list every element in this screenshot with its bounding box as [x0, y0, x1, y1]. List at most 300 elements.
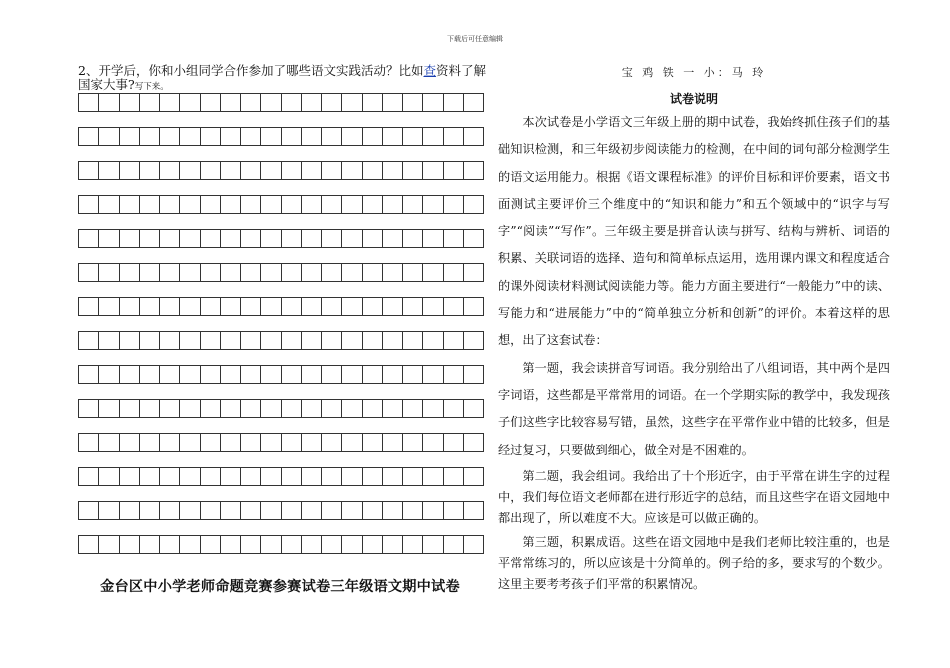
grid-cell[interactable]: [120, 230, 140, 247]
grid-cell[interactable]: [342, 536, 362, 553]
grid-cell[interactable]: [282, 536, 302, 553]
grid-cell[interactable]: [99, 468, 119, 485]
grid-cell[interactable]: [322, 230, 342, 247]
grid-cell[interactable]: [423, 162, 443, 179]
grid-cell[interactable]: [363, 264, 383, 281]
page-header-watermark: 下载后可任意编辑: [447, 35, 503, 43]
grid-cell[interactable]: [79, 468, 99, 485]
grid-cell[interactable]: [363, 128, 383, 145]
grid-cell[interactable]: [180, 230, 200, 247]
grid-cell[interactable]: [120, 536, 140, 553]
grid-cell[interactable]: [261, 230, 281, 247]
grid-cell[interactable]: [342, 128, 362, 145]
grid-cell[interactable]: [201, 298, 221, 315]
grid-cell[interactable]: [423, 332, 443, 349]
grid-cell[interactable]: [261, 366, 281, 383]
grid-cell[interactable]: [282, 502, 302, 519]
grid-cell[interactable]: [464, 128, 484, 145]
grid-cell[interactable]: [363, 434, 383, 451]
grid-cell[interactable]: [201, 162, 221, 179]
grid-cell[interactable]: [120, 366, 140, 383]
grid-cell[interactable]: [160, 468, 180, 485]
paragraph-q2: 第二题，我会组词。我给出了十个形近字，由于平常在讲生字的过程中，我们每位语文老师都在进行形近字的总结，而且这些字在语文园地中都出现了，所以难度不大。应该是可以做正确的。: [498, 468, 890, 526]
grid-cell[interactable]: [79, 230, 99, 247]
grid-cell[interactable]: [140, 332, 160, 349]
grid-cell[interactable]: [140, 434, 160, 451]
grid-cell[interactable]: [99, 162, 119, 179]
grid-cell[interactable]: [201, 536, 221, 553]
grid-cell[interactable]: [464, 230, 484, 247]
grid-cell[interactable]: [403, 468, 423, 485]
grid-cell[interactable]: [160, 298, 180, 315]
grid-cell[interactable]: [322, 264, 342, 281]
grid-cell[interactable]: [302, 502, 322, 519]
grid-cell[interactable]: [201, 196, 221, 213]
grid-cell[interactable]: [423, 298, 443, 315]
grid-cell[interactable]: [160, 264, 180, 281]
grid-cell[interactable]: [383, 298, 403, 315]
grid-cell[interactable]: [160, 94, 180, 111]
grid-row: [78, 467, 484, 486]
grid-cell[interactable]: [444, 434, 464, 451]
question-link[interactable]: 查: [423, 63, 436, 78]
grid-cell[interactable]: [302, 434, 322, 451]
grid-cell[interactable]: [282, 366, 302, 383]
grid-cell[interactable]: [99, 332, 119, 349]
grid-cell[interactable]: [241, 502, 261, 519]
grid-cell[interactable]: [160, 434, 180, 451]
grid-cell[interactable]: [261, 94, 281, 111]
grid-cell[interactable]: [383, 196, 403, 213]
grid-cell[interactable]: [120, 502, 140, 519]
grid-cell[interactable]: [140, 264, 160, 281]
grid-cell[interactable]: [221, 298, 241, 315]
grid-cell[interactable]: [160, 400, 180, 417]
grid-cell[interactable]: [261, 434, 281, 451]
grid-cell[interactable]: [403, 230, 423, 247]
grid-cell[interactable]: [160, 230, 180, 247]
grid-cell[interactable]: [221, 366, 241, 383]
grid-cell[interactable]: [120, 94, 140, 111]
grid-cell[interactable]: [322, 400, 342, 417]
grid-cell[interactable]: [322, 94, 342, 111]
grid-cell[interactable]: [383, 536, 403, 553]
grid-cell[interactable]: [383, 468, 403, 485]
grid-cell[interactable]: [180, 94, 200, 111]
grid-cell[interactable]: [160, 128, 180, 145]
grid-cell[interactable]: [342, 400, 362, 417]
grid-cell[interactable]: [322, 434, 342, 451]
grid-cell[interactable]: [464, 536, 484, 553]
grid-cell[interactable]: [180, 502, 200, 519]
grid-cell[interactable]: [160, 502, 180, 519]
grid-cell[interactable]: [363, 332, 383, 349]
grid-cell[interactable]: [261, 196, 281, 213]
grid-cell[interactable]: [180, 468, 200, 485]
grid-cell[interactable]: [261, 400, 281, 417]
grid-cell[interactable]: [282, 128, 302, 145]
grid-cell[interactable]: [180, 400, 200, 417]
grid-cell[interactable]: [302, 128, 322, 145]
grid-cell[interactable]: [423, 366, 443, 383]
grid-cell[interactable]: [79, 536, 99, 553]
grid-cell[interactable]: [363, 94, 383, 111]
grid-cell[interactable]: [261, 536, 281, 553]
paragraph-q1: 第一题，我会读拼音写词语。我分别给出了八组词语，其中两个是四字词语，这些都是平常常用的词语。在一个学期实际的教学中，我发现孩子们这些字比较容易写错，虽然，这些字在平常作业中错的比较多，但是经过复习，只要做到细心，做全对是不困难的。: [498, 360, 890, 457]
grid-cell[interactable]: [322, 162, 342, 179]
grid-cell[interactable]: [241, 468, 261, 485]
grid-cell[interactable]: [120, 162, 140, 179]
question-2: [78, 64, 488, 94]
grid-cell[interactable]: [464, 502, 484, 519]
grid-cell[interactable]: [221, 128, 241, 145]
grid-cell[interactable]: [201, 94, 221, 111]
grid-cell[interactable]: [201, 400, 221, 417]
grid-cell[interactable]: [282, 434, 302, 451]
grid-cell[interactable]: [79, 332, 99, 349]
grid-cell[interactable]: [99, 366, 119, 383]
grid-cell[interactable]: [423, 502, 443, 519]
grid-cell[interactable]: [120, 468, 140, 485]
grid-cell[interactable]: [302, 400, 322, 417]
grid-cell[interactable]: [160, 332, 180, 349]
grid-row: [78, 195, 484, 214]
grid-cell[interactable]: [403, 128, 423, 145]
grid-cell[interactable]: [383, 400, 403, 417]
grid-cell[interactable]: [383, 230, 403, 247]
grid-cell[interactable]: [464, 468, 484, 485]
grid-cell[interactable]: [302, 468, 322, 485]
grid-cell[interactable]: [383, 366, 403, 383]
grid-cell[interactable]: [79, 162, 99, 179]
grid-cell[interactable]: [302, 298, 322, 315]
grid-cell[interactable]: [342, 162, 362, 179]
grid-cell[interactable]: [79, 298, 99, 315]
grid-cell[interactable]: [79, 434, 99, 451]
grid-cell[interactable]: [403, 502, 423, 519]
grid-cell[interactable]: [201, 332, 221, 349]
grid-cell[interactable]: [99, 434, 119, 451]
grid-cell[interactable]: [241, 366, 261, 383]
grid-cell[interactable]: [99, 94, 119, 111]
grid-cell[interactable]: [342, 468, 362, 485]
grid-cell[interactable]: [140, 128, 160, 145]
grid-cell[interactable]: [302, 196, 322, 213]
grid-cell[interactable]: [99, 196, 119, 213]
grid-cell[interactable]: [342, 264, 362, 281]
grid-cell[interactable]: [444, 298, 464, 315]
grid-cell[interactable]: [140, 468, 160, 485]
grid-cell[interactable]: [342, 434, 362, 451]
grid-cell[interactable]: [342, 366, 362, 383]
grid-cell[interactable]: [322, 502, 342, 519]
grid-cell[interactable]: [201, 366, 221, 383]
grid-cell[interactable]: [261, 128, 281, 145]
grid-cell[interactable]: [261, 332, 281, 349]
grid-row: [78, 263, 484, 282]
grid-cell[interactable]: [444, 162, 464, 179]
grid-cell[interactable]: [79, 400, 99, 417]
grid-cell[interactable]: [241, 400, 261, 417]
grid-cell[interactable]: [363, 196, 383, 213]
grid-cell[interactable]: [363, 162, 383, 179]
grid-row: [78, 501, 484, 520]
grid-cell[interactable]: [403, 332, 423, 349]
grid-cell[interactable]: [261, 468, 281, 485]
grid-cell[interactable]: [241, 196, 261, 213]
grid-cell[interactable]: [201, 434, 221, 451]
grid-cell[interactable]: [383, 502, 403, 519]
grid-cell[interactable]: [160, 162, 180, 179]
grid-cell[interactable]: [160, 536, 180, 553]
grid-cell[interactable]: [99, 400, 119, 417]
grid-cell[interactable]: [342, 196, 362, 213]
grid-cell[interactable]: [79, 94, 99, 111]
grid-cell[interactable]: [423, 434, 443, 451]
grid-cell[interactable]: [241, 162, 261, 179]
grid-cell[interactable]: [79, 128, 99, 145]
grid-cell[interactable]: [282, 400, 302, 417]
grid-cell[interactable]: [302, 264, 322, 281]
grid-cell[interactable]: [241, 264, 261, 281]
grid-cell[interactable]: [383, 94, 403, 111]
grid-cell[interactable]: [423, 468, 443, 485]
grid-cell[interactable]: [423, 230, 443, 247]
grid-cell[interactable]: [221, 264, 241, 281]
grid-cell[interactable]: [120, 298, 140, 315]
grid-cell[interactable]: [383, 162, 403, 179]
grid-cell[interactable]: [201, 502, 221, 519]
grid-cell[interactable]: [464, 264, 484, 281]
grid-cell[interactable]: [383, 128, 403, 145]
grid-cell[interactable]: [221, 502, 241, 519]
grid-cell[interactable]: [221, 162, 241, 179]
grid-cell[interactable]: [120, 434, 140, 451]
grid-cell[interactable]: [140, 162, 160, 179]
grid-cell[interactable]: [423, 400, 443, 417]
grid-cell[interactable]: [99, 298, 119, 315]
grid-cell[interactable]: [322, 196, 342, 213]
grid-cell[interactable]: [180, 196, 200, 213]
grid-cell[interactable]: [403, 366, 423, 383]
grid-cell[interactable]: [282, 230, 302, 247]
exam-title: 金台区中小学老师命题竞赛参赛试卷三年级语文期中试卷: [100, 579, 460, 595]
grid-cell[interactable]: [120, 264, 140, 281]
grid-cell[interactable]: [120, 128, 140, 145]
grid-cell[interactable]: [444, 128, 464, 145]
grid-cell[interactable]: [180, 298, 200, 315]
grid-cell[interactable]: [201, 230, 221, 247]
grid-cell[interactable]: [403, 94, 423, 111]
grid-cell[interactable]: [221, 332, 241, 349]
grid-cell[interactable]: [363, 536, 383, 553]
grid-cell[interactable]: [140, 536, 160, 553]
grid-row: [78, 127, 484, 146]
grid-cell[interactable]: [302, 332, 322, 349]
grid-cell[interactable]: [221, 468, 241, 485]
grid-cell[interactable]: [322, 536, 342, 553]
grid-cell[interactable]: [464, 298, 484, 315]
grid-cell[interactable]: [160, 366, 180, 383]
grid-cell[interactable]: [403, 196, 423, 213]
grid-cell[interactable]: [140, 502, 160, 519]
grid-cell[interactable]: [302, 536, 322, 553]
grid-cell[interactable]: [261, 298, 281, 315]
grid-cell[interactable]: [423, 94, 443, 111]
grid-cell[interactable]: [322, 366, 342, 383]
grid-cell[interactable]: [342, 94, 362, 111]
grid-cell[interactable]: [363, 502, 383, 519]
grid-cell[interactable]: [403, 298, 423, 315]
doc-heading: 试卷说明: [669, 92, 718, 106]
grid-cell[interactable]: [464, 366, 484, 383]
grid-cell[interactable]: [79, 196, 99, 213]
grid-cell[interactable]: [79, 366, 99, 383]
grid-cell[interactable]: [282, 264, 302, 281]
grid-row: [78, 365, 484, 384]
grid-cell[interactable]: [423, 128, 443, 145]
author-line: 宝 鸡 铁 一 小：马 玲: [621, 66, 767, 79]
grid-cell[interactable]: [180, 536, 200, 553]
grid-cell[interactable]: [79, 502, 99, 519]
grid-cell[interactable]: [140, 366, 160, 383]
grid-cell[interactable]: [241, 332, 261, 349]
grid-cell[interactable]: [444, 230, 464, 247]
grid-cell[interactable]: [282, 196, 302, 213]
grid-cell[interactable]: [99, 128, 119, 145]
paragraph-intro: 本次试卷是小学语文三年级上册的期中试卷，我始终抓住孩子们的基础知识检测，和三年级初步阅读能力的检测，在中间的词句部分检测学生的语文运用能力。根据《语文课程标准》的评价目标和评价要素，语文书面测试主要评价三个维度中的“知识和能力”和五个领域中的“识字与写字”“阅读”“写作”。三年级主要是拼音认读与拼写、结构与辨析、词语的积累、关联词语的选择、造句和简单标点运用，选用课内课文和程度适合的课外阅读材料测试阅读能力等。能力方面主要进行“一般能力”中的读、写能力和“进展能力”中的“简单独立分析和创新”的评价。本着这样的思想，出了这套试卷：: [498, 115, 890, 348]
grid-cell[interactable]: [201, 468, 221, 485]
grid-cell[interactable]: [444, 94, 464, 111]
grid-cell[interactable]: [241, 230, 261, 247]
grid-cell[interactable]: [464, 196, 484, 213]
question-note: 写下来。: [134, 82, 169, 92]
grid-cell[interactable]: [282, 298, 302, 315]
grid-cell[interactable]: [363, 298, 383, 315]
grid-cell[interactable]: [363, 468, 383, 485]
grid-cell[interactable]: [241, 434, 261, 451]
grid-cell[interactable]: [120, 332, 140, 349]
grid-cell[interactable]: [464, 94, 484, 111]
grid-row: [78, 229, 484, 248]
grid-cell[interactable]: [261, 162, 281, 179]
grid-cell[interactable]: [383, 332, 403, 349]
grid-cell[interactable]: [363, 400, 383, 417]
grid-cell[interactable]: [342, 502, 362, 519]
grid-cell[interactable]: [302, 366, 322, 383]
grid-cell[interactable]: [302, 94, 322, 111]
grid-cell[interactable]: [180, 128, 200, 145]
grid-cell[interactable]: [322, 128, 342, 145]
grid-cell[interactable]: [180, 332, 200, 349]
grid-cell[interactable]: [464, 400, 484, 417]
grid-cell[interactable]: [342, 332, 362, 349]
grid-cell[interactable]: [160, 196, 180, 213]
grid-cell[interactable]: [403, 162, 423, 179]
grid-cell[interactable]: [423, 536, 443, 553]
grid-cell[interactable]: [201, 264, 221, 281]
grid-cell[interactable]: [322, 468, 342, 485]
grid-cell[interactable]: [383, 434, 403, 451]
grid-cell[interactable]: [120, 400, 140, 417]
grid-cell[interactable]: [444, 502, 464, 519]
grid-cell[interactable]: [302, 230, 322, 247]
grid-cell[interactable]: [403, 400, 423, 417]
grid-cell[interactable]: [241, 94, 261, 111]
grid-cell[interactable]: [180, 264, 200, 281]
grid-cell[interactable]: [140, 400, 160, 417]
grid-cell[interactable]: [464, 434, 484, 451]
grid-cell[interactable]: [322, 298, 342, 315]
grid-cell[interactable]: [99, 536, 119, 553]
grid-cell[interactable]: [342, 230, 362, 247]
grid-cell[interactable]: [140, 94, 160, 111]
question-text: 2、开学后，你和小组同学合作参加了哪些语文实践活动？比如: [78, 63, 424, 78]
grid-cell[interactable]: [221, 230, 241, 247]
grid-cell[interactable]: [444, 400, 464, 417]
grid-cell[interactable]: [201, 128, 221, 145]
grid-cell[interactable]: [322, 332, 342, 349]
grid-cell[interactable]: [282, 332, 302, 349]
grid-cell[interactable]: [99, 264, 119, 281]
grid-cell[interactable]: [423, 196, 443, 213]
grid-cell[interactable]: [403, 434, 423, 451]
grid-cell[interactable]: [282, 94, 302, 111]
grid-cell[interactable]: [444, 332, 464, 349]
grid-cell[interactable]: [221, 94, 241, 111]
grid-cell[interactable]: [342, 298, 362, 315]
grid-cell[interactable]: [221, 536, 241, 553]
grid-cell[interactable]: [403, 264, 423, 281]
grid-cell[interactable]: [363, 230, 383, 247]
grid-cell[interactable]: [444, 196, 464, 213]
grid-cell[interactable]: [403, 536, 423, 553]
grid-cell[interactable]: [302, 162, 322, 179]
grid-cell[interactable]: [282, 162, 302, 179]
grid-cell[interactable]: [464, 162, 484, 179]
grid-cell[interactable]: [444, 536, 464, 553]
grid-row: [78, 297, 484, 316]
grid-cell[interactable]: [140, 298, 160, 315]
grid-cell[interactable]: [241, 298, 261, 315]
grid-cell[interactable]: [99, 230, 119, 247]
grid-row: [78, 535, 484, 554]
grid-cell[interactable]: [261, 502, 281, 519]
grid-cell[interactable]: [140, 230, 160, 247]
grid-cell[interactable]: [180, 366, 200, 383]
grid-cell[interactable]: [221, 400, 241, 417]
grid-cell[interactable]: [221, 196, 241, 213]
grid-cell[interactable]: [140, 196, 160, 213]
grid-cell[interactable]: [120, 196, 140, 213]
grid-cell[interactable]: [444, 366, 464, 383]
grid-cell[interactable]: [99, 502, 119, 519]
grid-cell[interactable]: [423, 264, 443, 281]
grid-cell[interactable]: [180, 162, 200, 179]
grid-cell[interactable]: [464, 332, 484, 349]
grid-cell[interactable]: [221, 434, 241, 451]
grid-cell[interactable]: [241, 128, 261, 145]
grid-cell[interactable]: [180, 434, 200, 451]
grid-cell[interactable]: [79, 264, 99, 281]
grid-cell[interactable]: [282, 468, 302, 485]
grid-cell[interactable]: [383, 264, 403, 281]
grid-cell[interactable]: [363, 366, 383, 383]
grid-cell[interactable]: [444, 468, 464, 485]
grid-cell[interactable]: [241, 536, 261, 553]
grid-cell[interactable]: [444, 264, 464, 281]
grid-cell[interactable]: [261, 264, 281, 281]
